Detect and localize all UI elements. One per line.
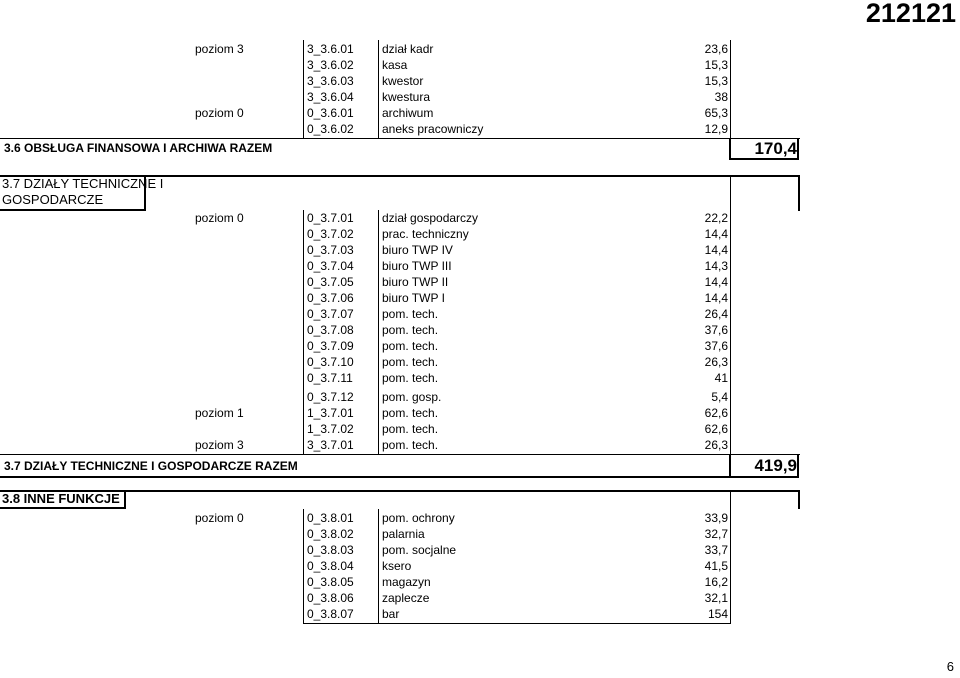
room-name-cell: biuro TWP I [382,291,445,305]
room-name-cell: archiwum [382,106,434,120]
area-cell: 38 [714,90,728,104]
area-cell: 32,7 [704,527,728,541]
table-row [0,421,960,437]
table-row [0,510,960,526]
room-code-cell: 0_3.7.05 [307,275,354,289]
table-row [0,322,960,338]
row-divider [303,623,731,624]
row-divider [0,138,800,139]
room-code-cell: 0_3.7.12 [307,390,354,404]
table-row [0,290,960,306]
section-title-border [124,490,126,509]
table-row [0,73,960,89]
section-title-line: 3.7 DZIAŁY TECHNICZNE I [2,176,164,191]
area-cell: 37,6 [704,339,728,353]
area-cell: 15,3 [704,74,728,88]
room-code-cell: 0_3.7.01 [307,211,354,225]
level-cell: poziom 0 [195,211,244,225]
summary-box-border [797,454,799,478]
table-row [0,226,960,242]
room-name-cell: pom. tech. [382,371,439,385]
table-row [0,405,960,421]
room-name-cell: pom. tech. [382,323,439,337]
table-row [0,41,960,57]
document-code: 212121 [865,0,956,28]
room-name-cell: pom. tech. [382,422,439,436]
level-cell: poziom 1 [195,406,244,420]
summary-label: 3.7 DZIAŁY TECHNICZNE I GOSPODARCZE RAZEM [4,459,298,473]
table-row [0,306,960,322]
summary-value: 419,9 [754,456,797,475]
area-cell: 41,5 [704,559,728,573]
section-title: 3.8 INNE FUNKCJE [2,491,120,506]
level-cell: poziom 0 [195,511,244,525]
section-title-border [798,490,800,509]
room-name-cell: kwestor [382,74,424,88]
table-row [0,105,960,121]
table-row [0,389,960,405]
summary-box-border [729,138,731,160]
room-code-cell: 0_3.8.03 [307,543,354,557]
room-code-cell: 0_3.8.01 [307,511,354,525]
room-code-cell: 3_3.6.04 [307,90,354,104]
room-code-cell: 1_3.7.01 [307,406,354,420]
room-name-cell: dział gospodarczy [382,211,479,225]
table-row [0,526,960,542]
area-cell: 5,4 [711,390,728,404]
room-name-cell: pom. ochrony [382,511,455,525]
section-title-border [0,490,800,492]
room-name-cell: pom. tech. [382,339,439,353]
room-code-cell: 0_3.7.08 [307,323,354,337]
room-code-cell: 1_3.7.02 [307,422,354,436]
area-cell: 14,4 [704,275,728,289]
room-code-cell: 0_3.7.07 [307,307,354,321]
room-code-cell: 0_3.7.02 [307,227,354,241]
table-row [0,89,960,105]
room-name-cell: ksero [382,559,412,573]
room-name-cell: pom. tech. [382,406,439,420]
room-name-cell: palarnia [382,527,425,541]
summary-box-border [797,138,799,160]
page-number: 6 [946,659,954,674]
room-code-cell: 0_3.8.07 [307,607,354,621]
table-row [0,606,960,622]
area-cell: 62,6 [704,406,728,420]
area-cell: 14,4 [704,243,728,257]
room-code-cell: 0_3.7.09 [307,339,354,353]
section-title-border [798,175,800,211]
summary-value: 170,4 [754,139,797,158]
room-code-cell: 0_3.8.05 [307,575,354,589]
room-name-cell: kwestura [382,90,431,104]
section-title [2,176,163,208]
level-cell: poziom 3 [195,438,244,452]
room-name-cell: biuro TWP II [382,275,449,289]
room-name-cell: pom. tech. [382,438,439,452]
area-cell: 41 [714,371,728,385]
area-cell: 26,3 [704,355,728,369]
summary-box-border [0,476,799,478]
table-row [0,57,960,73]
room-name-cell: pom. tech. [382,307,439,321]
room-name-cell: zaplecze [382,591,430,605]
table-row [0,338,960,354]
room-name-cell: pom. socjalne [382,543,457,557]
room-code-cell: 0_3.6.02 [307,122,354,136]
area-cell: 154 [707,607,728,621]
room-name-cell: prac. techniczny [382,227,469,241]
room-code-cell: 0_3.7.04 [307,259,354,273]
room-name-cell: pom. tech. [382,355,439,369]
room-code-cell: 0_3.8.04 [307,559,354,573]
room-code-cell: 3_3.7.01 [307,438,354,452]
room-name-cell: dział kadr [382,42,434,56]
room-code-cell: 0_3.8.06 [307,591,354,605]
table-row [0,210,960,226]
room-code-cell: 0_3.7.10 [307,355,354,369]
area-cell: 37,6 [704,323,728,337]
room-name-cell: magazyn [382,575,431,589]
area-cell: 23,6 [704,42,728,56]
area-cell: 26,3 [704,438,728,452]
table-row [0,437,960,453]
room-name-cell: biuro TWP III [382,259,452,273]
area-cell: 33,9 [704,511,728,525]
area-cell: 12,9 [704,122,728,136]
area-cell: 14,4 [704,227,728,241]
area-cell: 14,4 [704,291,728,305]
room-code-cell: 0_3.7.06 [307,291,354,305]
room-code-cell: 0_3.7.11 [307,371,353,385]
area-cell: 65,3 [704,106,728,120]
table-row [0,558,960,574]
area-cell: 14,3 [704,259,728,273]
table-row [0,574,960,590]
room-code-cell: 3_3.6.03 [307,74,354,88]
room-code-cell: 0_3.7.03 [307,243,354,257]
level-cell: poziom 3 [195,42,244,56]
area-cell: 26,4 [704,307,728,321]
room-code-cell: 0_3.8.02 [307,527,354,541]
room-name-cell: biuro TWP IV [382,243,453,257]
table-row [0,121,960,137]
table-row [0,274,960,290]
summary-label: 3.6 OBSŁUGA FINANSOWA I ARCHIWA RAZEM [4,141,273,155]
summary-box-border [729,454,731,478]
room-name-cell: kasa [382,58,408,72]
section-title-line: GOSPODARCZE [2,192,104,207]
area-cell: 32,1 [704,591,728,605]
area-cell: 62,6 [704,422,728,436]
section-title-border [0,507,125,509]
room-code-cell: 0_3.6.01 [307,106,354,120]
area-cell: 16,2 [704,575,728,589]
row-divider [0,454,800,455]
table-row [0,370,960,386]
table-row [0,590,960,606]
level-cell: poziom 0 [195,106,244,120]
table-row [0,242,960,258]
table-row [0,258,960,274]
room-code-cell: 3_3.6.01 [307,42,354,56]
room-code-cell: 3_3.6.02 [307,58,354,72]
area-cell: 15,3 [704,58,728,72]
room-name-cell: bar [382,607,400,621]
area-cell: 33,7 [704,543,728,557]
room-name-cell: aneks pracowniczy [382,122,484,136]
area-cell: 22,2 [704,211,728,225]
table-row [0,542,960,558]
table-row [0,354,960,370]
room-name-cell: pom. gosp. [382,390,442,404]
